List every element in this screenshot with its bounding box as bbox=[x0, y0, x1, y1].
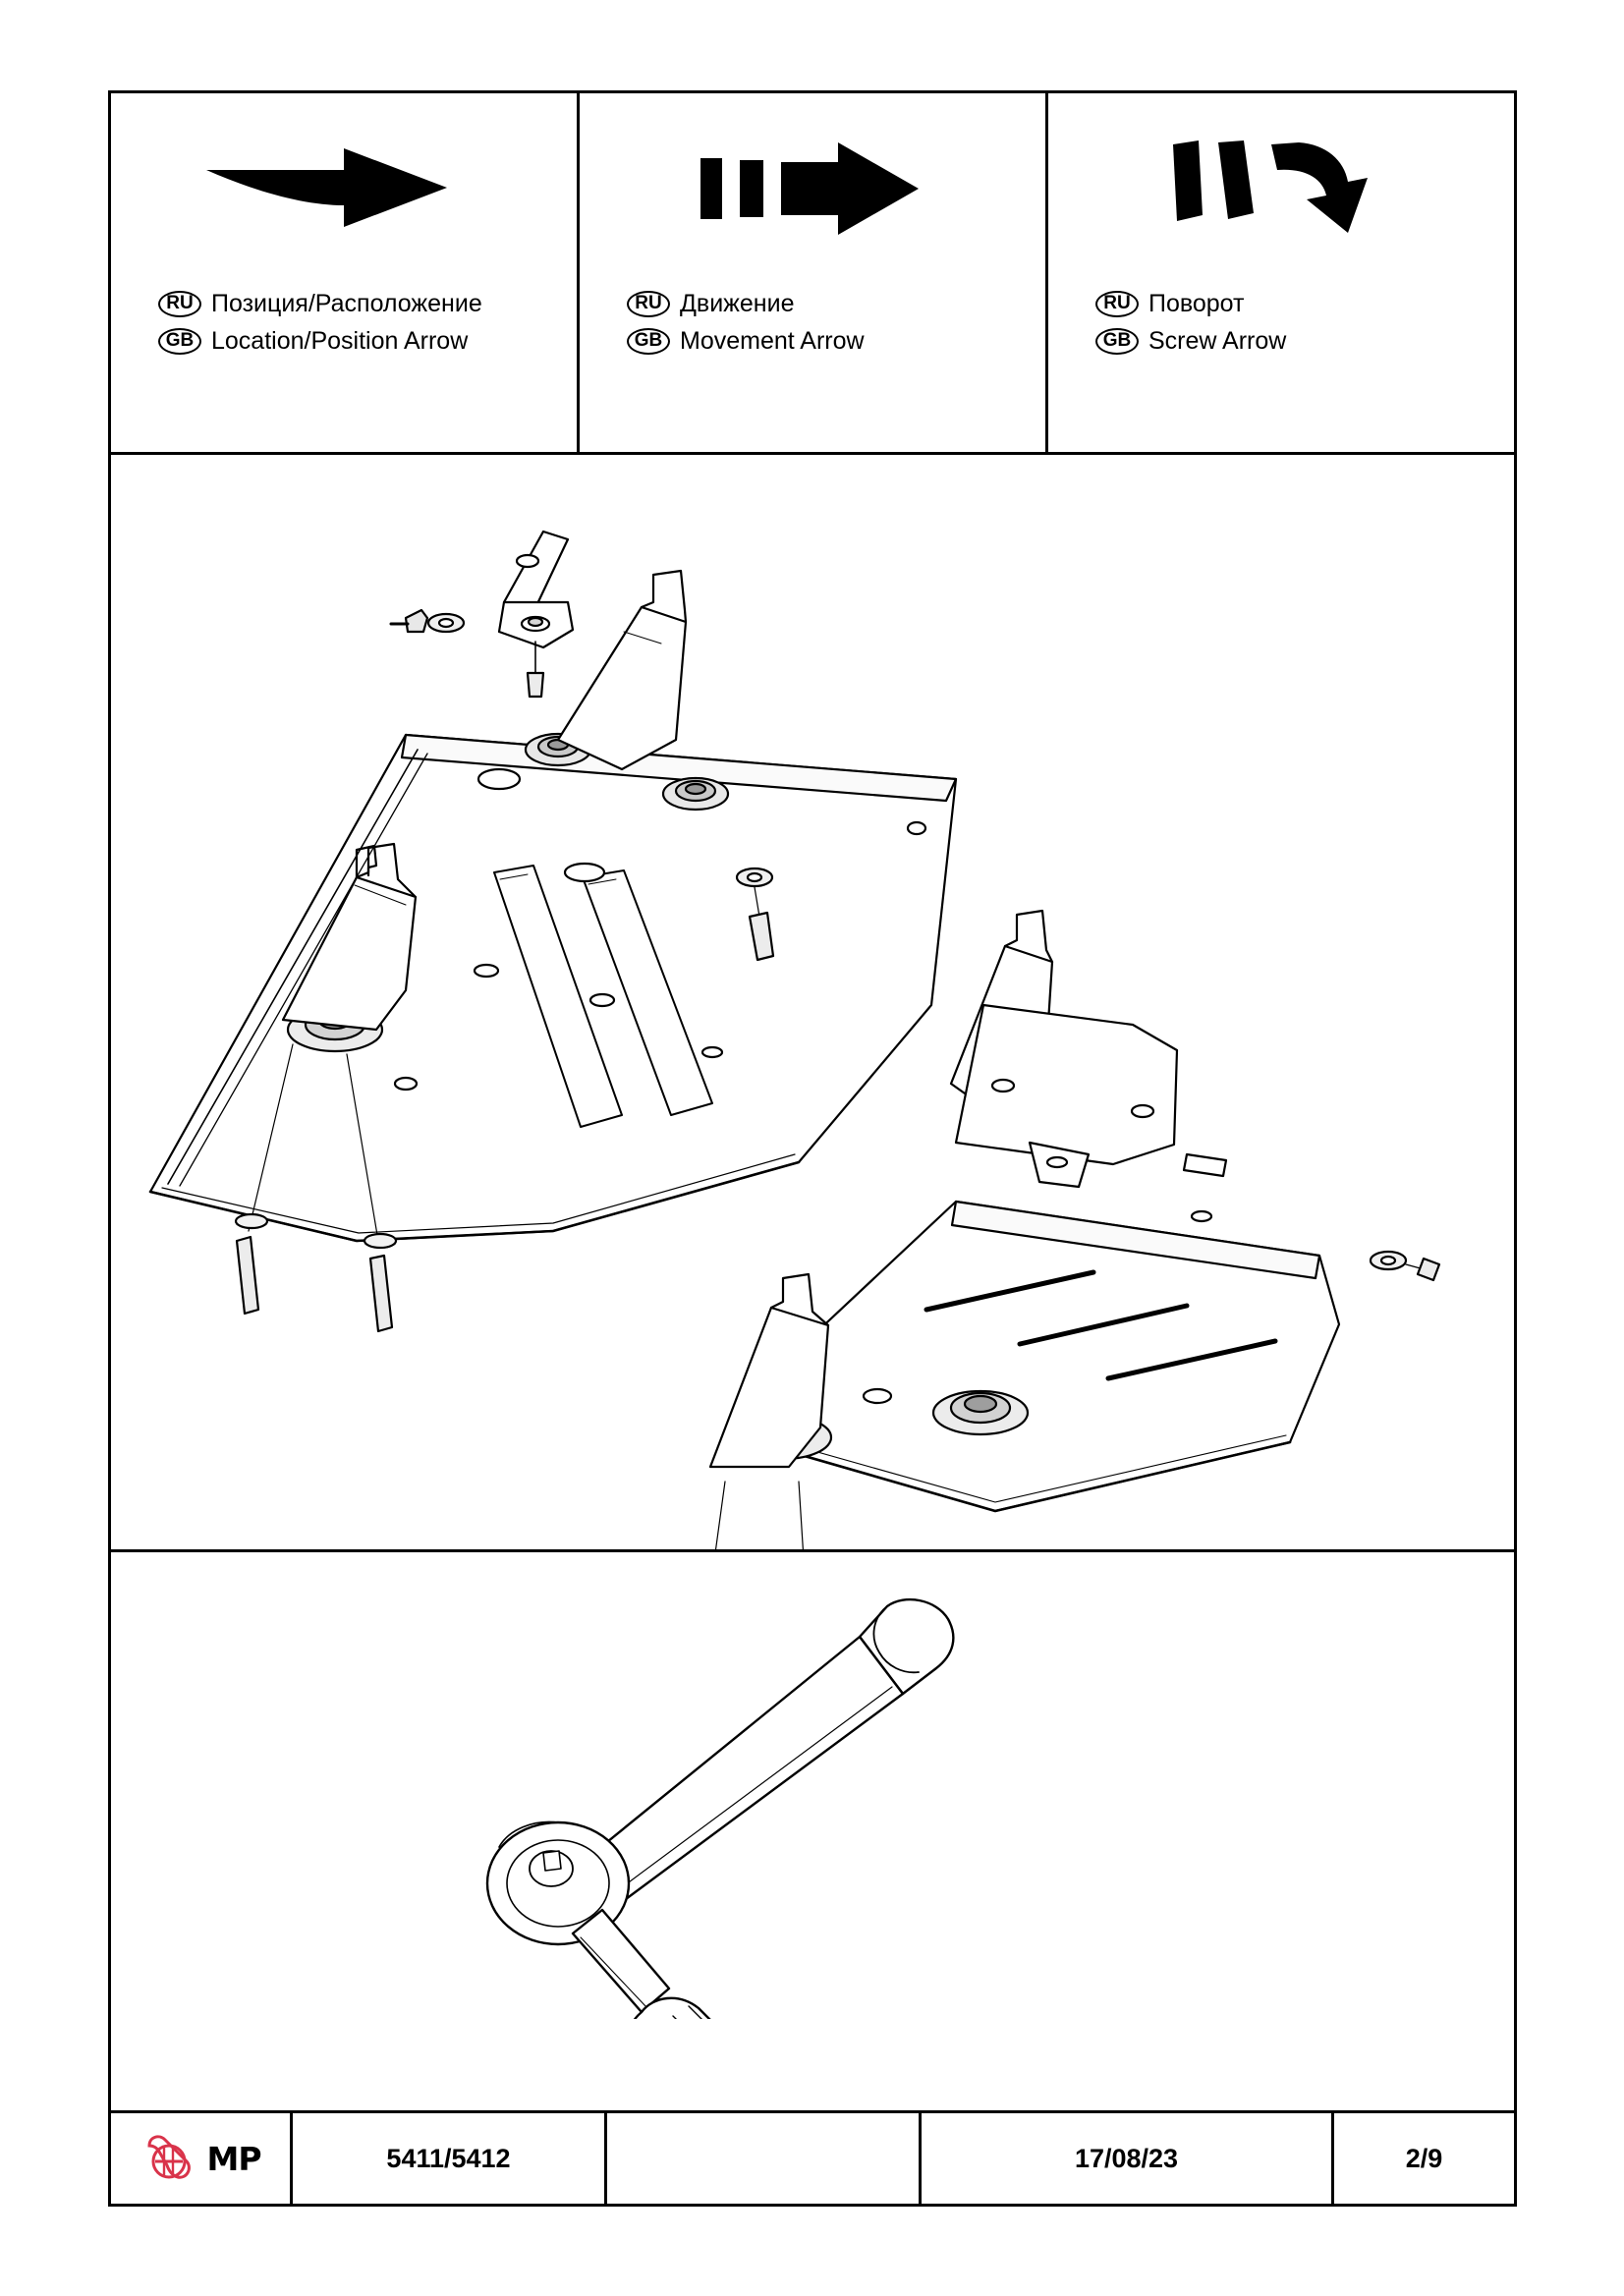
legend-cell-screw bbox=[1048, 93, 1514, 452]
legend-line-gb bbox=[158, 322, 577, 360]
legend-text-gb: Movement Arrow bbox=[680, 326, 865, 355]
legend-line-gb bbox=[627, 322, 1045, 360]
brand-logo bbox=[111, 2113, 293, 2204]
legend-line-ru bbox=[158, 285, 577, 322]
legend-text-ru: Движение bbox=[680, 289, 795, 317]
ru-badge: RU bbox=[627, 291, 670, 317]
legend-line-ru bbox=[627, 285, 1045, 322]
gb-badge: GB bbox=[158, 328, 201, 355]
legend-labels bbox=[1048, 285, 1514, 360]
footer-title-block bbox=[111, 2113, 1514, 2204]
skid-plate-assembly-exploded-view bbox=[111, 455, 1514, 1552]
model-number: 5411/5412 bbox=[293, 2113, 607, 2204]
footer-blank-cell bbox=[607, 2113, 922, 2204]
legend-text-gb: Location/Position Arrow bbox=[211, 326, 469, 355]
screw-arrow-icon bbox=[1048, 93, 1514, 285]
instruction-sheet bbox=[108, 90, 1517, 2207]
legend-line-ru bbox=[1095, 285, 1514, 322]
ru-badge: RU bbox=[1095, 291, 1139, 317]
ratchet-wrench-with-socket bbox=[111, 1552, 1514, 2113]
revision-date: 17/08/23 bbox=[922, 2113, 1334, 2204]
legend-row bbox=[111, 93, 1514, 455]
gb-badge: GB bbox=[627, 328, 670, 355]
brand-name: MP bbox=[206, 2139, 261, 2178]
legend-text-ru: Поворот bbox=[1148, 289, 1245, 317]
legend-text-ru: Позиция/Расположение bbox=[211, 289, 482, 317]
legend-line-gb bbox=[1095, 322, 1514, 360]
mp-emblem-icon bbox=[140, 2132, 196, 2185]
page-number: 2/9 bbox=[1405, 2143, 1443, 2173]
movement-arrow-icon bbox=[580, 93, 1045, 285]
gb-badge: GB bbox=[1095, 328, 1139, 355]
location-position-arrow-icon bbox=[111, 93, 577, 285]
legend-cell-location-position bbox=[111, 93, 580, 452]
legend-labels bbox=[580, 285, 1045, 360]
legend-labels bbox=[111, 285, 577, 360]
ru-badge: RU bbox=[158, 291, 201, 317]
legend-text-gb: Screw Arrow bbox=[1148, 326, 1287, 355]
legend-cell-movement bbox=[580, 93, 1048, 452]
